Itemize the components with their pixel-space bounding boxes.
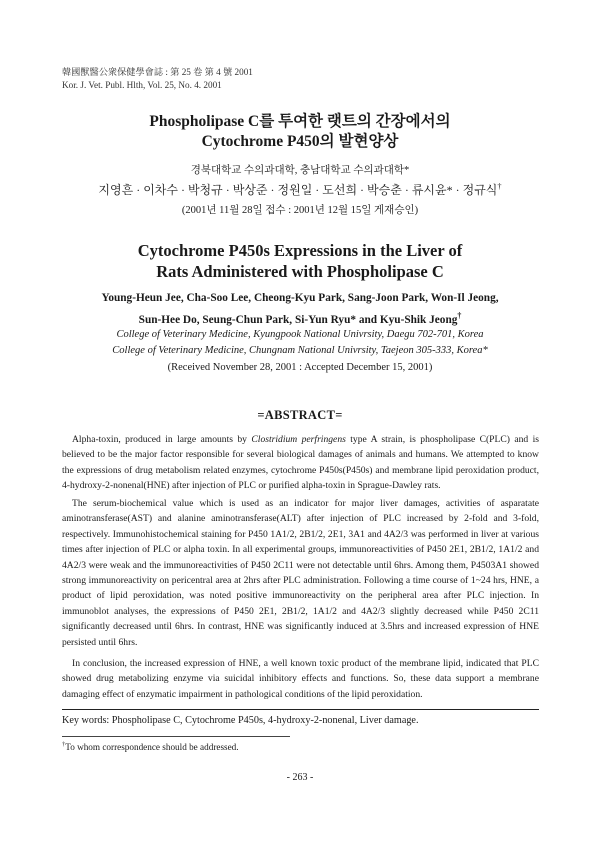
abstract-p1-species: Clostridium perfringens [251, 434, 346, 445]
korean-dates: (2001년 11월 28일 접수 : 2001년 12월 15일 게재승인) [181, 205, 419, 216]
footnote-divider [62, 736, 290, 737]
abstract-paragraph-2: The serum-biochemical value which is used as an indicator for major liver damages, activities of asparatate aminotransferase(AST) and alanine aminotransferase(ALT) after injection of PLC increased by 2-fold and 3-fold, respectively. Immunohistochemical staining for P450 1A1/2, 2B1/2, 2E1, 3A1 and 4A2/3 was performed in liver at various times after injection of PLC or alpha toxin. In all experimental groups, immunoreactivities of P450 2E1, 2B1/2, 1A1/2 and 4A2/3 were weak and the immunoreactivities of P450 2C11 were not detectable until 6hrs. Among them, P4503A1 showed strong immunoreactivity on pericentral area at 2hrs after PLC administration. Following a time course of 1~24 hrs, HNE, a product of lipid peroxidation, was noted positive immunoreactivity on the peripheral area after PLC injection. In immunoblot analyses, the expressions of P450 2E1, 2B1/2, 1A1/2 and 4A2/3 slightly decreased while P450 2C11 significantly decreased until 6hrs. In contrast, HNE was significantly induced at 3.5hrs and increased expression of HNE persisted until 6hrs. [62, 498, 539, 648]
journal-header [62, 66, 253, 92]
korean-affiliation: 경북대학교 수의과대학, 충남대학교 수의과대학* [190, 165, 410, 176]
english-authors-dagger: † [457, 311, 462, 320]
keywords-label: Key words [62, 715, 107, 726]
keywords-text: : Phospholipase C, Cytochrome P450s, 4-hydroxy-2-nonenal, Liver damage. [106, 715, 419, 726]
korean-authors [0, 181, 600, 198]
journal-title-english: Kor. J. Vet. Publ. Hlth, Vol. 25, No. 4. 2001 [62, 80, 222, 90]
abstract-p1-end: type A strain, is phospholipase C(PLC) and is believed to be the major factor responsible for several biological damages of animals and humans. We attempted to know the expressions of drug metabolism related enzymes, cytochrome P450s(P450s) and membrane lipid peroxidation product, 4-hydroxy-2-nonenal(HNE) after injection of PLC or purified alpha-toxin in Sprague-Dawley rats. [62, 434, 540, 492]
english-title [0, 240, 600, 282]
received-dates: (Received November 28, 2001 : Accepted December 15, 2001) [167, 362, 433, 373]
page-number: - 263 - [286, 772, 314, 783]
english-affiliations [0, 327, 600, 359]
abstract-p1-start: Alpha-toxin, produced in large amounts by [72, 434, 252, 445]
english-title-line2: Rats Administered with Phospholipase C [156, 262, 444, 281]
journal-title-korean: 韓國獸醫公衆保健學會誌 : 第 25 卷 第 4 號 2001 [62, 67, 253, 77]
korean-authors-dagger: † [497, 182, 502, 191]
footnote [62, 741, 239, 752]
korean-authors-names: 지영흔 · 이차수 · 박청규 · 박상준 · 정원일 · 도선희 · 박승춘 · 류시윤* · 정규식 [98, 183, 498, 197]
korean-title [0, 112, 600, 152]
abstract-heading: =ABSTRACT= [257, 408, 343, 422]
english-authors-names: Sun-Hee Do, Seung-Chun Park, Si-Yun Ryu* and Kyu-Shik Jeong [138, 313, 458, 326]
korean-title-line1: Phospholipase C를 투여한 랫트의 간장에서의 [149, 113, 451, 130]
footnote-dagger: † [62, 741, 66, 748]
english-authors [0, 289, 600, 329]
english-authors-line1: Young-Heun Jee, Cha-Soo Lee, Cheong-Kyu Park, Sang-Joon Park, Won-Il Jeong, [101, 292, 499, 304]
english-title-line1: Cytochrome P450s Expressions in the Liver of [137, 241, 463, 260]
english-affiliation-1: College of Veterinary Medicine, Kyungpook National Univrsity, Daegu 702-701, Korea [116, 329, 484, 340]
english-authors-line2 [0, 307, 600, 329]
korean-title-line2: Cytochrome P450의 발현양상 [201, 133, 399, 150]
english-affiliation-2: College of Veterinary Medicine, Chungnam National Univrsity, Taejeon 305-333, Korea* [112, 345, 488, 356]
abstract-divider [62, 709, 539, 710]
footnote-text: To whom correspondence should be addressed. [65, 742, 239, 753]
abstract-paragraph-3: In conclusion, the increased expression of HNE, a well known toxic product of the membrane lipid, indicated that PLC showed drug metabolizing enzyme via suicidal inhibitory effects and functions. So, these data support a membrane damaging effect of enzymatic impairment in pathological conditions of the lipid peroxidation. [62, 658, 539, 700]
keywords [62, 715, 419, 726]
abstract-paragraph-1 [62, 432, 539, 494]
